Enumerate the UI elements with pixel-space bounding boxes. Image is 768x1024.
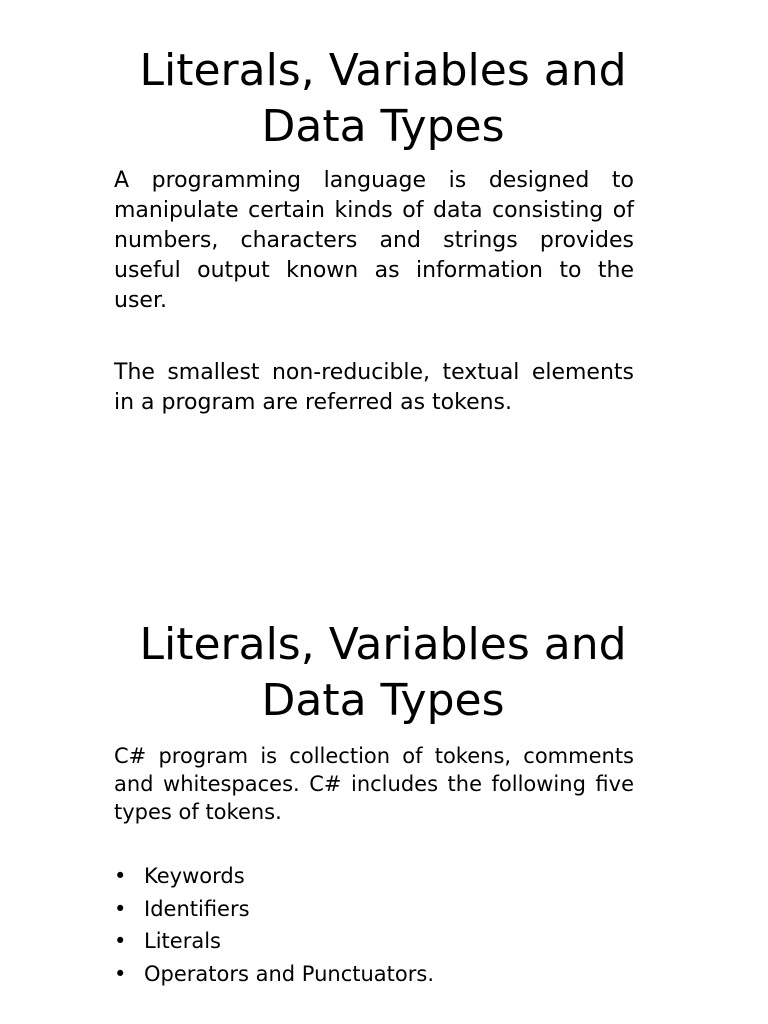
list-item [114,927,634,960]
list-item [114,895,634,928]
list-item-label: Keywords [144,864,245,888]
list-item [114,960,634,993]
slide-paragraph: A programming language is designed to manipulate certain kinds of data consisting of numbers, characters and strings provides useful output known as information to the user. [114,168,634,313]
list-item [114,862,634,895]
slide-paragraph: C# program is collection of tokens, comments and whitespaces. C# includes the following five types of tokens. [114,744,634,824]
list-item-label: Identifiers [144,896,250,921]
slide-2 [0,576,768,1024]
list-item-label: Literals [144,929,221,953]
list-item-label: Operators and Punctuators. [144,961,435,986]
slide-title: Literals, Variables and Data Types [139,45,627,152]
slide-paragraph: The smallest non-reducible, textual elements in a program are referred as tokens. [114,360,634,415]
bullet-icon: • [114,864,127,888]
token-type-list [114,862,634,992]
bullet-icon: • [114,961,127,986]
bullet-icon: • [114,896,127,921]
slide-title: Literals, Variables and Data Types [139,619,627,726]
bullet-icon: • [114,929,127,953]
